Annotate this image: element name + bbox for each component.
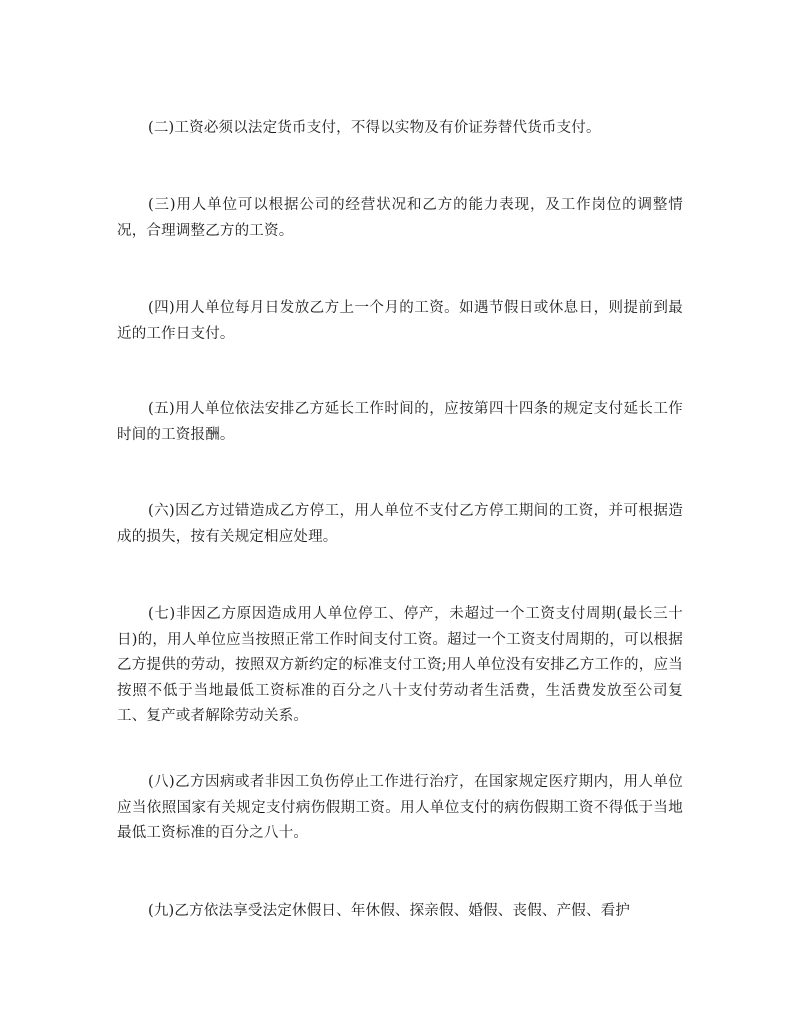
clause-paragraph-2: (二)工资必须以法定货币支付，不得以实物及有价证券替代货币支付。 bbox=[148, 120, 601, 136]
clause-paragraph-7: (七)非因乙方原因造成用人单位停工、停产，未超过一个工资支付周期(最长三十日)的，用人单位应当按照正常工作时间支付工资。超过一个工资支付周期的，可以根据乙方提供的劳动，按照双方新约定的标准支付工资;用人单位没有安排乙方工作的，应当按照不低于当地最低工资标准的百分之八十支付劳动者生活费，生活费发放至公司复工、复产或者解除劳动关系。 bbox=[117, 606, 683, 724]
clause-paragraph-4: (四)用人单位每月日发放乙方上一个月的工资。如遇节假日或休息日，则提前到最近的工作日支付。 bbox=[117, 300, 683, 342]
clause-paragraph-5: (五)用人单位依法安排乙方延长工作时间的，应按第四十四条的规定支付延长工作时间的工资报酬。 bbox=[117, 401, 683, 443]
clause-paragraph-3: (三)用人单位可以根据公司的经营状况和乙方的能力表现，及工作岗位的调整情况，合理调整乙方的工资。 bbox=[117, 197, 683, 239]
clause-paragraph-6: (六)因乙方过错造成乙方停工，用人单位不支付乙方停工期间的工资，并可根据造成的损失，按有关规定相应处理。 bbox=[117, 503, 683, 545]
clause-paragraph-9: (九)乙方依法享受法定休假日、年休假、探亲假、婚假、丧假、产假、看护 bbox=[148, 903, 631, 919]
clause-paragraph-8: (八)乙方因病或者非因工负伤停止工作进行治疗，在国家规定医疗期内，用人单位应当依照国家有关规定支付病伤假期工资。用人单位支付的病伤假期工资不得低于当地最低工资标准的百分之八十。 bbox=[117, 774, 683, 841]
